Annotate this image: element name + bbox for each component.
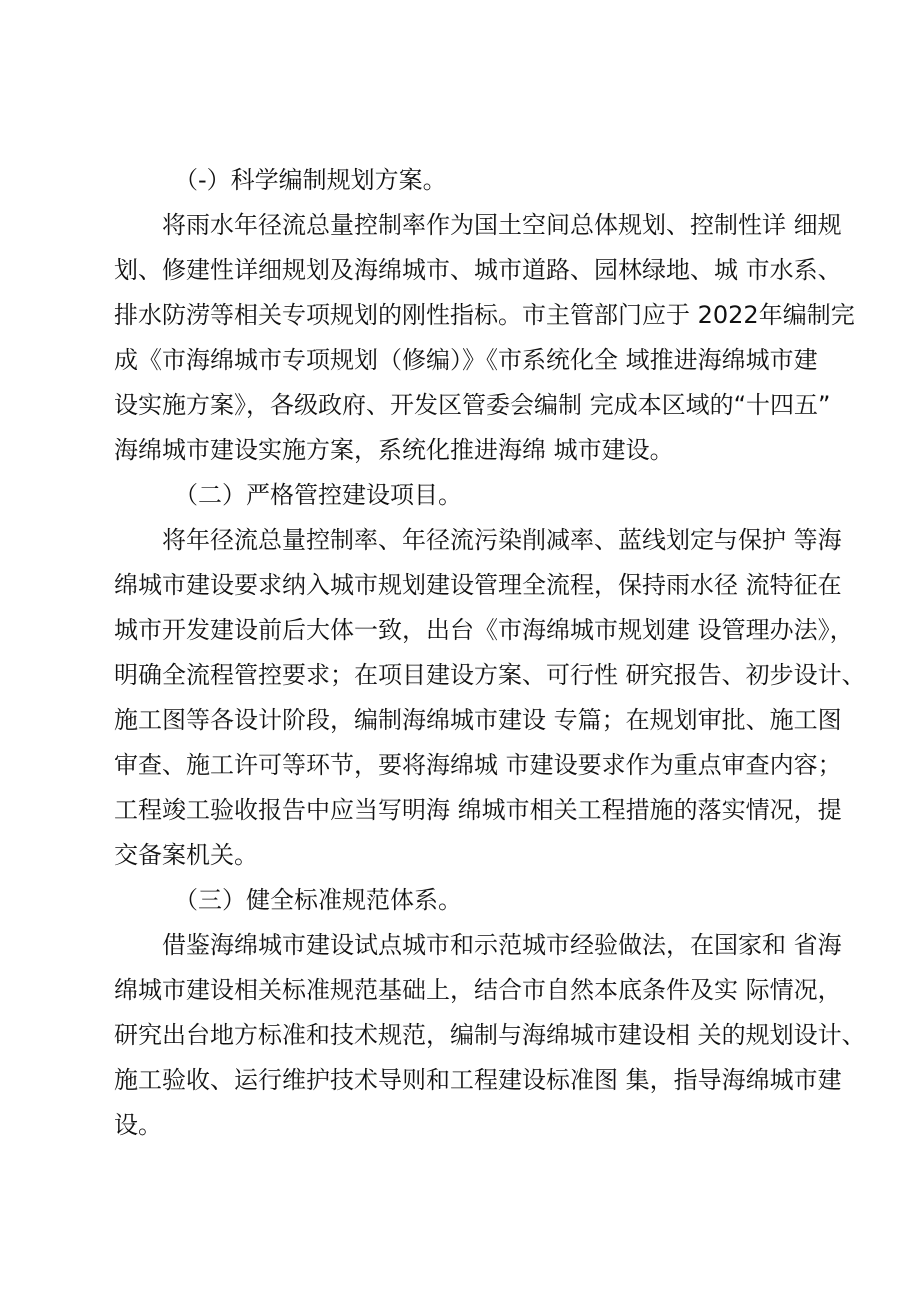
paragraph-line: 施工图等各设计阶段，编制海绵城市建设 专篇；在规划审批、施工图 [114, 706, 842, 734]
paragraph-line: 借鉴海绵城市建设试点城市和示范城市经验做法，在国家和 省海 [162, 931, 842, 959]
section-heading-3: （三）健全标准规范体系。 [174, 886, 462, 914]
paragraph-line: 审查、施工许可等环节，要将海绵城 市建设要求作为重点审查内容； [114, 751, 842, 779]
section-heading-1: （-）科学编制规划方案。 [174, 166, 447, 194]
paragraph-line: 绵城市建设相关标准规范基础上，结合市自然本底条件及实 际情况， [114, 976, 842, 1004]
paragraph-line: 设。 [114, 1111, 162, 1139]
paragraph-line: 划、修建性详细规划及海绵城市、城市道路、园林绿地、城 市水系、 [114, 256, 842, 284]
paragraph-line: 成《市海绵城市专项规划（修编）》《市系统化全 域推进海绵城市建 [114, 346, 818, 374]
paragraph-line: 工程竣工验收报告中应当写明海 绵城市相关工程措施的落实情况，提 [114, 796, 842, 824]
paragraph-line: 设实施方案》，各级政府、开发区管委会编制 完成本区域的“十四五” [114, 391, 831, 419]
paragraph-line: 明确全流程管控要求；在项目建设方案、可行性 研究报告、初步设计、 [114, 661, 866, 689]
section-heading-2: （二）严格管控建设项目。 [174, 481, 462, 509]
paragraph-line: 城市开发建设前后大体一致，出台《市海绵城市规划建 设管理办法》， [114, 616, 854, 644]
paragraph-line: 施工验收、运行维护技术导则和工程建设标准图 集，指导海绵城市建 [114, 1066, 842, 1094]
document-body [114, 158, 866, 1148]
paragraph-line: 绵城市建设要求纳入城市规划建设管理全流程，保持雨水径 流特征在 [114, 571, 842, 599]
paragraph-line: 研究出台地方标准和技术规范，编制与海绵城市建设相 关的规划设计、 [114, 1021, 866, 1049]
paragraph-line: 排水防涝等相关专项规划的刚性指标。市主管部门应于 2022年编制完 [114, 301, 855, 329]
paragraph-line: 交备案机关。 [114, 841, 258, 869]
paragraph-line: 将雨水年径流总量控制率作为国土空间总体规划、控制性详 细规 [162, 211, 842, 239]
paragraph-line: 将年径流总量控制率、年径流污染削减率、蓝线划定与保护 等海 [162, 526, 842, 554]
paragraph-line: 海绵城市建设实施方案，系统化推进海绵 城市建设。 [114, 436, 674, 464]
